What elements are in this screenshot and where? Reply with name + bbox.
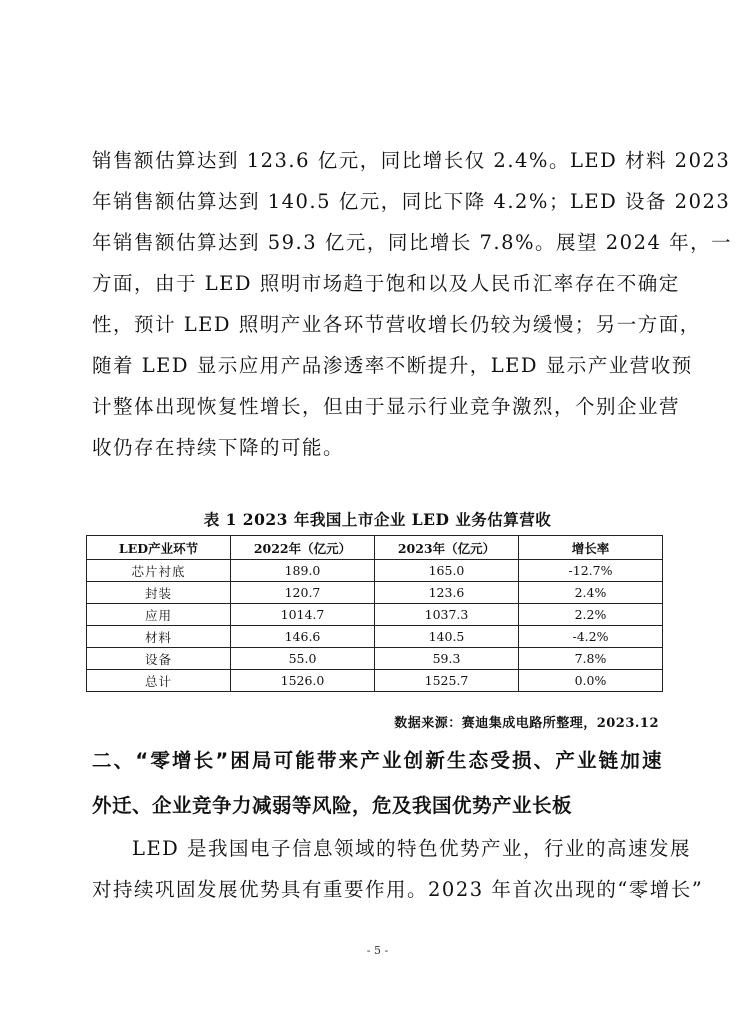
table-cell: 2.4% <box>519 582 663 604</box>
table-row <box>87 582 663 604</box>
table-cell: 189.0 <box>231 560 375 582</box>
table-cell: 120.7 <box>231 582 375 604</box>
paragraph-line: LED 是我国电子信息领域的特色优势产业，行业的高速发展 <box>132 837 692 860</box>
table-cell: 1525.7 <box>375 670 519 692</box>
table-cell: 140.5 <box>375 626 519 648</box>
closing-paragraph <box>92 828 704 910</box>
paragraph-line: 收仍存在持续下降的可能。 <box>92 436 345 459</box>
paragraph-line: 随着 LED 显示应用产品渗透率不断提升，LED 显示产业营收预 <box>92 354 693 377</box>
table-cell: 146.6 <box>231 626 375 648</box>
table-row <box>87 626 663 648</box>
table-caption: 表 1 2023 年我国上市企业 LED 业务估算营收 <box>203 510 552 529</box>
table-cell: 1014.7 <box>231 604 375 626</box>
heading-line: 外迁、企业竞争力减弱等风险，危及我国优势产业长板 <box>92 794 573 817</box>
table-cell: 总计 <box>87 670 231 692</box>
heading-line: 二、“零增长”困局可能带来产业创新生态受损、产业链加速 <box>92 749 662 772</box>
paragraph-line: 销售额估算达到 123.6 亿元，同比增长仅 2.4%。LED 材料 2023 <box>92 149 731 172</box>
table-cell: 7.8% <box>519 648 663 670</box>
paragraph-line: 计整体出现恢复性增长，但由于显示行业竞争激烈，个别企业营 <box>92 395 681 418</box>
column-header: 2022年（亿元） <box>231 536 375 560</box>
body-paragraph <box>92 140 733 468</box>
table-cell: 应用 <box>87 604 231 626</box>
table-cell: 165.0 <box>375 560 519 582</box>
column-header: 2023年（亿元） <box>375 536 519 560</box>
section-heading <box>92 738 662 828</box>
paragraph-line: 年销售额估算达到 140.5 亿元，同比下降 4.2%；LED 设备 2023 <box>92 190 731 213</box>
table-cell: 1037.3 <box>375 604 519 626</box>
table-cell: 123.6 <box>375 582 519 604</box>
table-cell: 1526.0 <box>231 670 375 692</box>
table-cell: 封装 <box>87 582 231 604</box>
table-cell: 芯片衬底 <box>87 560 231 582</box>
column-header: LED产业环节 <box>87 536 231 560</box>
paragraph-line: 对持续巩固发展优势具有重要作用。2023 年首次出现的“零增长” <box>92 878 704 901</box>
page-number: - 5 - <box>366 944 389 957</box>
table-cell: -12.7% <box>519 560 663 582</box>
paragraph-line: 年销售额估算达到 59.3 亿元，同比增长 7.8%。展望 2024 年，一 <box>92 231 733 254</box>
table-row <box>87 604 663 626</box>
table-cell: 材料 <box>87 626 231 648</box>
table-header-row <box>87 536 663 560</box>
table-row <box>87 560 663 582</box>
table-row <box>87 648 663 670</box>
table-cell: 设备 <box>87 648 231 670</box>
column-header: 增长率 <box>519 536 663 560</box>
revenue-table <box>86 535 663 692</box>
table-cell: 59.3 <box>375 648 519 670</box>
paragraph-line: 性，预计 LED 照明产业各环节营收增长仍较为缓慢；另一方面， <box>92 313 701 336</box>
data-source-note: 数据来源：赛迪集成电路所整理，2023.12 <box>394 716 659 731</box>
table-cell: 55.0 <box>231 648 375 670</box>
paragraph-line: 方面，由于 LED 照明市场趋于饱和以及人民币汇率存在不确定 <box>92 272 680 295</box>
table-row <box>87 670 663 692</box>
table-cell: -4.2% <box>519 626 663 648</box>
table-cell: 0.0% <box>519 670 663 692</box>
table-cell: 2.2% <box>519 604 663 626</box>
